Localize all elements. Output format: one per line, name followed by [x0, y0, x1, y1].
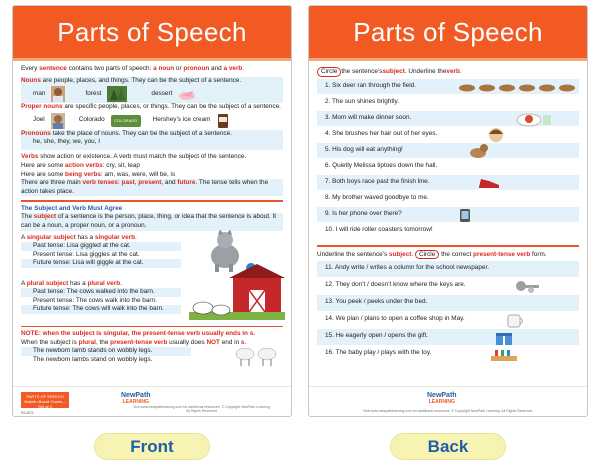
singular-a: A	[21, 233, 27, 241]
singular-present: Present tense: Lisa giggles at the cat.	[33, 250, 140, 258]
instr1-text: the sentence’s	[341, 67, 383, 75]
note2-does: usually does	[167, 338, 207, 346]
intro-and: and	[209, 65, 224, 72]
pronoun-examples: he, she, they, we, you, I	[33, 138, 101, 146]
exercise-item: 9. Is her phone over there?	[317, 207, 579, 223]
plural-present: Present tense: The cows walk into the barn.	[33, 296, 157, 304]
note-example-lamb: The newborn lamb stands on wobbly legs.	[21, 347, 191, 356]
exercise-item: 1. Six deer ran through the field.	[317, 79, 579, 95]
note-prefix: NOTE: when the subject is	[21, 330, 104, 338]
noun-examples	[21, 85, 283, 103]
verb-tenses-term: verb tenses	[82, 179, 118, 187]
ice-cream-photo	[216, 113, 230, 129]
back-divider	[317, 245, 579, 247]
intro-pronoun: pronoun	[183, 65, 210, 72]
exercise-item: 14. We plan / plans to open a coffee shop in May.	[317, 312, 579, 329]
back-content	[309, 61, 587, 363]
proper-nouns-block	[21, 103, 283, 130]
instr2-the-correct: the correct	[439, 250, 474, 258]
singular-future: Future tense: Lisa will giggle at the cat.	[21, 259, 181, 268]
exercise-list-2	[317, 261, 579, 363]
plural-has: has a	[68, 279, 88, 287]
front-divider-2	[21, 326, 283, 328]
intro-text-2: contains two parts of speech:	[66, 65, 154, 72]
note2-end: end in	[219, 338, 241, 346]
tense-future: future	[177, 179, 196, 187]
dog-illustration	[467, 143, 489, 159]
proper-example-joel: Joel	[33, 116, 45, 124]
note2-not: NOT	[206, 338, 220, 346]
newpath-logo-back	[427, 392, 457, 406]
exercise-item: 8. My brother waved goodbye to me.	[317, 191, 579, 207]
plural-subject-term: plural subject	[26, 279, 69, 287]
note-period: .	[253, 330, 256, 338]
newpath-logo	[121, 392, 151, 406]
proper-example-colorado: Colorado	[78, 116, 105, 124]
instructions-1	[317, 65, 579, 79]
forest-photo	[107, 86, 127, 102]
exercise-item: 11. Andy write / writes a column for the school newspaper.	[317, 261, 579, 278]
sneaker-illustration	[477, 175, 501, 191]
colorado-sign: COLORADO	[111, 115, 141, 127]
singular-period: .	[135, 233, 137, 241]
back-title: Parts of Speech	[309, 6, 587, 58]
plural-past: Past tense: The cows walked into the barn.	[21, 288, 181, 297]
tenses-def: . The tense tells when the action takes place.	[21, 179, 269, 195]
front-divider	[21, 200, 283, 202]
note-block	[21, 330, 283, 364]
logo-top: NewPath	[427, 392, 457, 399]
note-singular: singular	[103, 330, 128, 338]
pronouns-def: take the place of nouns. They can be the subject of a sentence.	[50, 129, 232, 137]
plural-block	[21, 280, 283, 324]
instr2-text: Underline the sentence’s	[317, 250, 390, 258]
note-ptv: present-tense verb	[142, 330, 201, 338]
man-photo	[51, 86, 65, 102]
phone-illustration	[457, 207, 473, 223]
nouns-block	[21, 77, 283, 104]
instr2-ptv: present-tense verb	[473, 250, 531, 258]
singular-verb-term: singular verb	[94, 233, 136, 241]
plural-period: .	[120, 279, 122, 287]
singular-has: has a	[75, 233, 95, 241]
logo-top: NewPath	[121, 392, 151, 399]
back-footnote: Visit www.newpathlearning.com for additional resources. © Copyright NewPath Learning. All Rights Reserved.	[362, 409, 534, 413]
exercise-item: 7. Both boys race past the finish line.	[317, 175, 579, 191]
front-footnote: Visit www.newpathlearning.com for additional resources. © Copyright NewPath Learning. All Rights Reserved.	[133, 405, 271, 413]
proper-example-hersheys: Hershey’s ice cream	[152, 116, 211, 124]
instr1-verb: verb	[446, 67, 460, 75]
plural-future: Future tense: The cows will walk into the barn.	[21, 305, 181, 314]
back-card	[308, 5, 588, 417]
tenses-comma: ,	[134, 179, 139, 187]
plural-verb-term: plural verb	[87, 279, 121, 287]
intro-or: or	[174, 65, 184, 72]
note2-plural: plural	[78, 338, 96, 346]
action-prefix: Here are some	[21, 161, 66, 169]
note2-period: .	[244, 338, 247, 346]
note-s: s	[249, 330, 254, 338]
note2-s: s	[240, 338, 245, 346]
note2-prefix: When the subject is	[21, 338, 79, 346]
joel-photo	[51, 113, 65, 129]
tenses-and: , and	[161, 179, 178, 187]
front-footer	[13, 386, 291, 416]
verbs-term: Verbs	[21, 153, 39, 161]
exercise-item: 3. Mom will make dinner soon.	[317, 111, 579, 127]
note2-ptv: present-tense verb	[110, 338, 168, 346]
tenses-prefix: There are three main	[21, 179, 83, 187]
noun-example-man: man	[33, 89, 46, 97]
intro-verb: a verb	[223, 65, 243, 72]
being-prefix: Here are some	[21, 170, 66, 178]
verbs-def: show action or existence. A verb must match the subject of the sentence.	[38, 153, 247, 161]
logo-bottom: LEARNING	[428, 399, 455, 405]
back-footer	[309, 386, 587, 416]
tense-present: present	[138, 179, 162, 187]
coffee-mug-illustration	[505, 312, 527, 329]
singular-past: Past tense: Lisa giggled at the cat.	[21, 242, 181, 251]
instructions-2	[317, 250, 579, 259]
intro-line	[21, 65, 283, 74]
product-badge: PARTS OF SPEECH Bulletin Board Charts – Set of 4	[21, 392, 69, 408]
proper-nouns-term: Proper nouns	[21, 103, 63, 111]
front-button[interactable]: Front	[94, 433, 210, 460]
gift-illustration	[493, 329, 515, 346]
note-ends: usually ends in	[200, 330, 250, 338]
lambs-illustration	[233, 344, 283, 366]
back-button[interactable]: Back	[390, 433, 506, 460]
agree-text	[21, 213, 283, 230]
pronouns-term: Pronouns	[21, 129, 51, 137]
instr1-period: .	[459, 67, 462, 75]
agree-def: of a sentence is the person, place, thing, or idea that the sentence is about. It can be a noun, a proper noun, or a pronoun.	[21, 213, 277, 230]
being-verbs-term: being verbs	[65, 170, 101, 178]
proper-nouns-def: are specific people, places, or things. They can be the subject of a sentence.	[62, 103, 281, 111]
plural-a: A	[21, 279, 27, 287]
intro-text: Every	[21, 65, 40, 72]
intro-sentence: sentence	[39, 65, 67, 72]
agree-subject-term: subject	[33, 213, 57, 221]
verbs-block	[21, 153, 283, 196]
product-code: 93-4071	[21, 411, 34, 415]
front-title: Parts of Speech	[13, 6, 291, 58]
agree-heading: The Subject and Verb Must Agree	[21, 204, 123, 212]
exercise-item: 16. The baby play / plays with the toy.	[317, 346, 579, 363]
note-the: , the	[127, 330, 143, 338]
exercise-item: 4. She brushes her hair out of her eyes.	[317, 127, 579, 143]
agree-the: The	[21, 213, 34, 221]
singular-subject-term: singular subject	[26, 233, 76, 241]
deer-illustration	[457, 79, 579, 95]
action-verbs-list: : cry, sit, leap	[102, 161, 140, 169]
instr1-subject: subject	[382, 67, 405, 75]
pronouns-block	[21, 130, 283, 151]
exercise-item: 5. His dog will eat anything!	[317, 143, 579, 159]
instr2-subject: subject	[389, 250, 412, 258]
hair-illustration	[487, 127, 505, 143]
proper-examples	[21, 112, 283, 130]
exercise-item: 15. He eagerly open / opens the gift.	[317, 329, 579, 346]
instr2-circle: Circle	[415, 250, 439, 259]
being-verbs-list: : am, was, were, will be, is	[100, 170, 176, 178]
logo-bottom: LEARNING	[122, 399, 149, 405]
instr2-period: .	[411, 250, 415, 258]
nouns-term: Nouns	[21, 76, 41, 84]
barn-illustration	[189, 264, 285, 320]
exercise-item: 12. They don’t / doesn’t know where the keys are.	[317, 278, 579, 295]
noun-example-dessert: dessert	[151, 89, 173, 97]
keys-illustration	[513, 278, 543, 295]
exercise-item: 13. You peek / peeks under the bed.	[317, 295, 579, 312]
noun-example-forest: forest	[85, 89, 102, 97]
front-content	[13, 61, 291, 365]
exercise-list-1	[317, 79, 579, 239]
toy-illustration	[489, 346, 519, 363]
exercise-item: 6. Quietly Melissa tiptoes down the hall.	[317, 159, 579, 175]
front-card	[12, 5, 292, 417]
dessert-photo	[178, 87, 196, 101]
instr1-underline: . Underline the	[404, 67, 447, 75]
action-verbs-term: action verbs	[65, 161, 103, 169]
tense-past: past	[121, 179, 135, 187]
intro-noun: a noun	[153, 65, 175, 72]
dinner-illustration	[515, 111, 555, 127]
instr2-form: form.	[530, 250, 547, 258]
exercise-item: 2. The sun shines brightly.	[317, 95, 579, 111]
nouns-def: are people, places, and things. They can be the subject of a sentence.	[40, 76, 242, 84]
note2-the: , the	[95, 338, 111, 346]
intro-period: .	[242, 65, 245, 72]
instr1-circle: Circle	[317, 67, 341, 78]
exercise-item: 10. I will ride roller coasters tomorrow!	[317, 223, 579, 239]
note-example-lambs: The newborn lambs stand on wobbly legs.	[33, 355, 153, 363]
tenses-colon: :	[117, 179, 122, 187]
